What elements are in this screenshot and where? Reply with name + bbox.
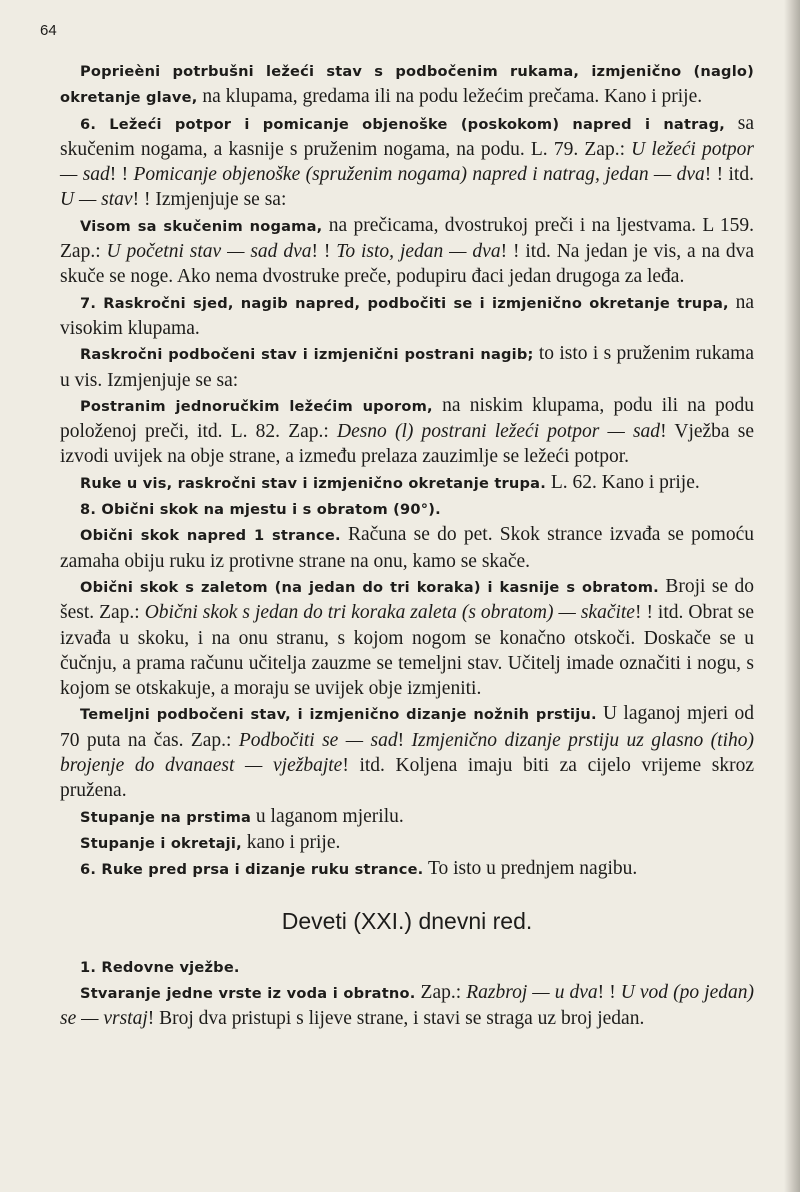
paragraph-text: ! ! Izmjenjuje se sa:: [132, 189, 287, 211]
page-body: [60, 58, 754, 1032]
page-edge-shadow: [784, 0, 800, 1192]
exercise-heading: 6. Ruke pred prsa i dizanje ruku strance.: [80, 861, 424, 879]
paragraph-text: ! ! itd.: [704, 164, 754, 186]
paragraph-text: ! !: [597, 982, 621, 1004]
paragraph-text: U laganoj mjeri od 70 puta na čas. Zap.:: [60, 703, 754, 751]
paragraph: [60, 701, 754, 803]
exercise-heading: 8. Obični skok na mjestu i s obratom (90°).: [80, 501, 441, 519]
paragraph-text: ! ! itd. Obrat se izvađa u skoku, i na onu stranu, s kojom nogom se konačno otskoči. Doskače se u čučnju, a prama računu učitelja zauzme se temeljni stav. Učitelj imade označiti i nogu, s kojom se otskakuje, a moraju se uvijek obje izmjeniti.: [60, 602, 754, 700]
paragraph-text: na prečicama, dvostrukoj preči i na ljestvama. L 159. Zap.:: [60, 214, 754, 263]
exercise-heading: 1. Redovne vježbe.: [80, 958, 240, 976]
paragraph-text: u laganom mjerilu.: [251, 805, 404, 827]
paragraph-text: to isto i s pruženim rukama u vis. Izmjenjuje se sa:: [60, 343, 754, 391]
command-text: U — stav: [60, 189, 133, 211]
paragraph-text: Broji se do šest. Zap.:: [60, 575, 754, 624]
paragraph: [60, 496, 754, 522]
paragraph-text: na niskim klupama, podu ili na podu položenoj preči, itd. L. 82. Zap.:: [60, 394, 754, 443]
command-text: Razbroj — u dva: [466, 982, 598, 1004]
exercise-heading: Obični skok napred 1 strance.: [80, 527, 341, 545]
paragraph: [60, 290, 754, 342]
exercise-heading: Obični skok s zaletom (na jedan do tri koraka) i kasnije s obratom.: [80, 578, 659, 596]
paragraph: [60, 58, 754, 111]
paragraph-text: na visokim klupama.: [60, 291, 754, 339]
paragraph: [60, 804, 754, 830]
command-text: U ležeći potpor — sad: [60, 138, 754, 186]
paragraph-text: Računa se do pet. Skok strance izvađa se pomoću zamaha obiju ruku iz protivne strane na onu, kamo se skače.: [60, 524, 754, 572]
paragraph: [60, 111, 754, 213]
page-number: 64: [40, 22, 57, 39]
command-text: Obični skok s jedan do tri koraka zaleta (s obratom) — skačite: [144, 602, 635, 624]
paragraph-text: kano i prije.: [241, 831, 341, 853]
paragraph: [60, 393, 754, 470]
exercise-heading: 7. Raskročni sjed, nagib napred, podbočiti se i izmjenično okretanje trupa,: [80, 294, 729, 312]
exercise-heading: Raskročni podbočeni stav i izmjenični postrani nagib;: [80, 346, 534, 364]
exercise-heading: Poprieèni potrbušni ležeći stav s podbočenim rukama, izmjenično (naglo) okretanje glave,: [60, 63, 754, 107]
paragraph: [60, 522, 754, 574]
exercise-heading: Stvaranje jedne vrste iz voda i obratno.: [80, 985, 416, 1003]
paragraph: [60, 574, 754, 701]
paragraph-text: sa skučenim nogama, a kasnije s pruženim nogama, na podu. L. 79. Zap.:: [60, 112, 754, 160]
command-text: To isto, jedan — dva: [336, 241, 501, 263]
paragraph-text: ! ! itd. Na jedan je vis, a na dva skuče se noge. Ako nema dvostruke preče, podupiru đaci jedan drugoga za leđa.: [60, 241, 755, 288]
exercise-heading: Temeljni podbočeni stav, i izmjenično dizanje nožnih prstiju.: [80, 706, 597, 724]
paragraph-text: ! Broj dva pristupi s lijeve strane, i stavi se straga uz broj jedan.: [147, 1008, 645, 1030]
command-text: U početni stav — sad dva: [106, 241, 312, 263]
paragraph: [60, 830, 754, 856]
command-text: Izmjenično dizanje prstiju uz glasno (tiho) brojenje do dvanaest — vježbajte: [60, 729, 754, 777]
paragraph-text: Zap.:: [415, 982, 467, 1004]
exercise-heading: Stupanje i okretaji,: [80, 834, 242, 852]
exercise-heading: 6. Ležeći potpor i pomicanje objenoške (poskokom) napred i natrag,: [80, 115, 725, 133]
paragraph-text: L. 62. Kano i prije.: [545, 471, 700, 493]
paragraph: [60, 470, 754, 496]
exercise-heading: Postranim jednoručkim ležećim uporom,: [80, 397, 433, 415]
paragraph: [60, 213, 754, 290]
exercise-heading: Stupanje na prstima: [80, 808, 252, 826]
command-text: U vod (po jedan) se — vrstaj: [60, 982, 754, 1030]
exercise-heading: Visom sa skučenim nogama,: [80, 217, 323, 235]
command-text: Pomicanje objenoške (spruženim nogama) napred i natrag, jedan — dva: [133, 164, 705, 186]
paragraph: [60, 341, 754, 393]
paragraph-text: !: [397, 729, 412, 751]
command-text: Desno (l) postrani ležeći potpor — sad: [336, 421, 661, 443]
paragraph-text: na klupama, gredama ili na podu ležećim prečama. Kano i prije.: [197, 86, 703, 108]
paragraph-text: ! Vježba se izvodi uvijek na obje strane, a između prelaza zauzimlje se ležeći potpor.: [60, 421, 754, 468]
section-title: Deveti (XXI.) dnevni red.: [281, 907, 533, 934]
paragraph: [60, 954, 754, 980]
exercise-heading: Ruke u vis, raskročni stav i izmjenično okretanje trupa.: [80, 474, 546, 492]
command-text: Podbočiti se — sad: [238, 729, 398, 751]
paragraph-text: ! !: [311, 241, 337, 263]
paragraph-text: To isto u prednjem nagibu.: [423, 858, 638, 880]
paragraph: [60, 856, 754, 882]
paragraph-text: ! !: [109, 164, 134, 186]
paragraph-text: ! itd. Koljena imaju biti za cijelo vrijeme skroz pružena.: [60, 755, 754, 802]
paragraph: [60, 980, 754, 1032]
